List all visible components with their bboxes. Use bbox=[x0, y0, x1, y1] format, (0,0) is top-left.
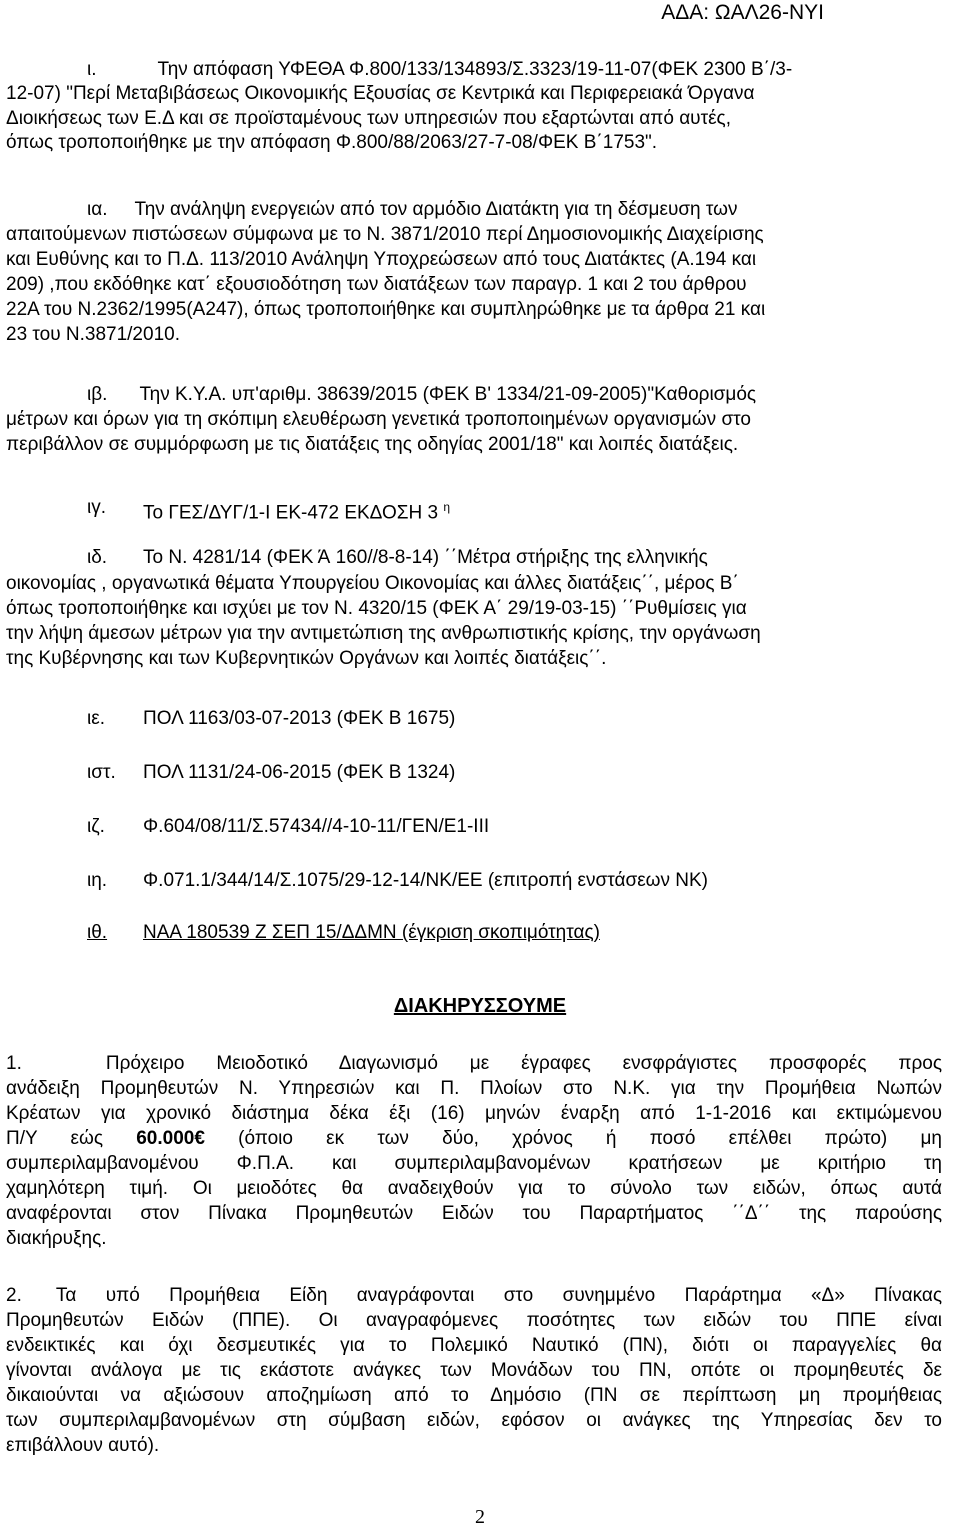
item-id-line: όπως τροποποιήθηκε και ισχύει με τον Ν. 4320/15 (ΦΕΚ Α΄ 29/19-03-15) ΄΄Ρυθμίσεις για bbox=[6, 598, 747, 619]
declaration-heading: ΔΙΑΚΗΡΥΣΣΟΥΜΕ bbox=[393, 995, 567, 1017]
item-ig bbox=[143, 495, 450, 525]
para1-line: χαμηλότερη τιμή. Οι μειοδότες θα αναδειχθούν για το σύνολο των ειδών, όπως αυτά bbox=[6, 1178, 942, 1199]
para1-line: συμπεριλαμβανομένου Φ.Π.Α. και συμπεριλαμβανομένων κρατήσεων με κριτήριο τη bbox=[6, 1153, 942, 1174]
item-ith-text: ΝΑΑ 180539 Ζ ΣΕΠ 15/ΔΔΜΝ (έγκριση σκοπιμότητας) bbox=[143, 922, 600, 943]
item-ia-line: απαιτούμενων πιστώσεων σύμφωνα με το Ν. 3871/2010 περί Δημοσιονομικής Διαχείρισης bbox=[6, 224, 764, 245]
item-i-number: ι. bbox=[87, 59, 97, 80]
item-ist-number: ιστ. bbox=[87, 762, 116, 783]
item-ith-number: ιθ. bbox=[87, 922, 108, 943]
item-ia-line: 209) ,που εκδόθηκε κατ΄ εξουσιοδότηση των διατάξεων των παραγρ. 1 και 2 του άρθρου bbox=[6, 274, 747, 295]
item-iz-text: Φ.604/08/11/Σ.57434//4-10-11/ΓΕΝ/Ε1-ΙΙΙ bbox=[143, 816, 490, 837]
para1-line: αναφέρονται στον Πίνακα Προμηθευτών Ειδών του Παραρτήματος ΄΄Δ΄΄ της παρούσης bbox=[6, 1203, 942, 1224]
item-ia-line: και Ευθύνης και το Π.Δ. 113/2010 Ανάληψη Υποχρεώσεων από τους Διατάκτες (Α.194 και bbox=[6, 249, 757, 270]
item-ist-text: ΠΟΛ 1131/24-06-2015 (ΦΕΚ Β 1324) bbox=[143, 762, 456, 783]
para2-line: επιβάλλουν αυτό). bbox=[6, 1435, 160, 1456]
item-id-line: την λήψη άμεσων μέτρων για την αντιμετώπιση της ανθρωπιστικής κρίσης, την οργάνωση bbox=[6, 623, 761, 644]
item-ib bbox=[87, 382, 756, 407]
para1-line: διακήρυξης. bbox=[6, 1228, 107, 1249]
page-number: 2 bbox=[475, 1506, 485, 1528]
item-id-number: ιδ. bbox=[87, 547, 108, 568]
para2-line1-text: Τα υπό Προμήθεια Είδη αναγράφονται στο συνημμένο Παράρτημα «Δ» Πίνακας bbox=[55, 1285, 942, 1306]
para1-amount: 60.000 bbox=[136, 1128, 195, 1149]
item-ia-line: 23 του Ν.3871/2010. bbox=[6, 324, 180, 345]
ada-code: ΑΔΑ: ΩΑΛ26-ΝΥΙ bbox=[661, 1, 824, 24]
para1-line1 bbox=[6, 1051, 942, 1076]
item-ia bbox=[87, 197, 737, 222]
item-ie-number: ιε. bbox=[87, 708, 105, 729]
item-i-line4: όπως τροποποιήθηκε με την απόφαση Φ.800/88/2063/27-7-08/ΦΕΚ Β΄1753". bbox=[6, 132, 658, 153]
para1-line4 bbox=[6, 1126, 942, 1151]
euro-icon: € bbox=[194, 1128, 205, 1149]
item-ib-number: ιβ. bbox=[87, 384, 108, 405]
para1-line1-text: Πρόχειρο Μειοδοτικό Διαγωνισμό με έγραφες ενσφράγιστες προσφορές προς bbox=[105, 1053, 942, 1074]
item-ia-first-line: Την ανάληψη ενεργειών από τον αρμόδιο Διατάκτη για τη δέσμευση των bbox=[134, 199, 738, 220]
para2-line: ενδεικτικές και όχι δεσμευτικές για το Πολεμικό Ναυτικό (ΠΝ), διότι οι παραγγελίες θα bbox=[6, 1335, 942, 1356]
item-ih-number: ιη. bbox=[87, 870, 108, 891]
item-ib-line: μέτρων και όρων για τη σκόπιμη ελευθέρωση γενετικά τροποποιημένων οργανισμών στο bbox=[6, 409, 751, 430]
item-ig-sup: η bbox=[443, 500, 451, 514]
item-id-line: της Κυβέρνησης και των Κυβερνητικών Οργάνων και λοιπές διατάξεις΄΄. bbox=[6, 648, 607, 669]
para1-line: ανάδειξη Προμηθευτών Ν. Υπηρεσιών και Π. Πλοίων στο Ν.Κ. για την Προμήθεια Νωπών bbox=[6, 1078, 942, 1099]
item-ig-number: ιγ. bbox=[87, 497, 106, 518]
para1-line4-prefix: Π/Υ εώς bbox=[6, 1128, 137, 1149]
item-id-line: οικονομίας , οργανωτικά θέματα Υπουργείου Οικονομίας και άλλες διατάξεις΄΄, μέρος Β΄ bbox=[6, 573, 739, 594]
item-ia-line: 22Α του Ν.2362/1995(Α247), όπως τροποποιήθηκε και συμπληρώθηκε με τα άρθρα 21 και bbox=[6, 299, 766, 320]
para1-number: 1. bbox=[6, 1053, 22, 1074]
para2-line1 bbox=[6, 1283, 942, 1308]
para2-line: των συμπεριλαμβανομένων στη σύμβαση ειδών, εφόσον οι ανάγκες της Υπηρεσίας δεν το bbox=[6, 1410, 942, 1431]
para1-line4-rest: (όποιο εκ των δύο, χρόνος ή ποσό επέλθει πρώτο) μη bbox=[204, 1128, 942, 1149]
item-i bbox=[87, 57, 792, 82]
para2-number: 2. bbox=[6, 1285, 22, 1306]
para2-line: δικαιούνται να αξιώσουν αποζημίωση από το Δημόσιο (ΠΝ σε περίπτωση μη προμήθειας bbox=[6, 1385, 942, 1406]
item-ie-text: ΠΟΛ 1163/03-07-2013 (ΦΕΚ Β 1675) bbox=[143, 708, 456, 729]
item-i-line3: Διοικήσεως των Ε.Δ και σε προϊσταμένους των υπηρεσιών που εξαρτώνται από αυτές, bbox=[6, 108, 731, 129]
item-i-line1: Την απόφαση ΥΦΕΘΑ Φ.800/133/134893/Σ.3323/19-11-07(ΦΕΚ 2300 Β΄/3- bbox=[157, 59, 793, 80]
para2-line: γίνονται ανάλογα με τις εκάστοτε ανάγκες των Μονάδων του ΠΝ, οπότε οι προμηθευτές δε bbox=[6, 1360, 942, 1381]
item-iz-number: ιζ. bbox=[87, 816, 105, 837]
item-ia-number: ια. bbox=[87, 199, 108, 220]
item-ib-first-line: Την Κ.Υ.Α. υπ'αριθμ. 38639/2015 (ΦΕΚ Β' 1334/21-09-2005)"Καθορισμός bbox=[139, 384, 757, 405]
item-ig-text: Το ΓΕΣ/ΔΥΓ/1-Ι ΕΚ-472 ΕΚΔΟΣΗ 3 bbox=[143, 502, 439, 524]
item-ib-line: περιβάλλον σε συμμόρφωση με τις διατάξεις της οδηγίας 2001/18" και λοιπές διατάξεις. bbox=[6, 434, 739, 455]
item-id-first-line: Το Ν. 4281/14 (ΦΕΚ Ά 160//8-8-14) ΄΄Μέτρα στήριξης της ελληνικής bbox=[143, 547, 708, 568]
item-i-line2: 12-07) "Περί Μεταβιβάσεως Οικονομικής Εξουσίας σε Κεντρικά και Περιφερειακά Όργανα bbox=[6, 83, 755, 104]
para2-line: Προμηθευτών Ειδών (ΠΠΕ). Οι αναγραφόμενες ποσότητες των ειδών του ΠΠΕ είναι bbox=[6, 1310, 942, 1331]
para1-line: Κρέατων για χρονικό διάστημα δέκα έξι (16) μηνών έναρξη από 1-1-2016 και εκτιμώμενου bbox=[6, 1103, 942, 1124]
item-ih-text: Φ.071.1/344/14/Σ.1075/29-12-14/ΝΚ/ΕΕ (επιτροπή ενστάσεων ΝΚ) bbox=[143, 870, 708, 891]
